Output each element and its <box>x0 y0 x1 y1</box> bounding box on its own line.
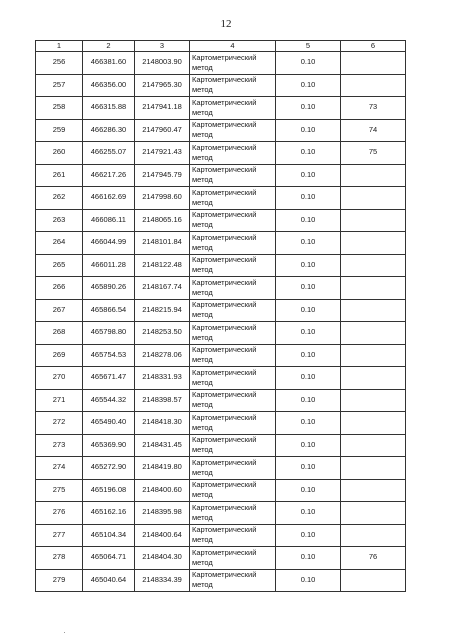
point-number-cell: 268 <box>36 322 83 345</box>
table-row <box>36 187 406 210</box>
point-number-cell: 258 <box>36 97 83 120</box>
y-coordinate-cell: 2148419.80 <box>135 457 190 480</box>
point-number-cell: 276 <box>36 502 83 525</box>
table-row <box>36 524 406 547</box>
method-cell: Картометрический метод <box>190 344 276 367</box>
x-coordinate-cell: 465798.80 <box>83 322 135 345</box>
y-coordinate-cell: 2148418.30 <box>135 412 190 435</box>
table-row <box>36 97 406 120</box>
table-row <box>36 367 406 390</box>
x-coordinate-cell: 465104.34 <box>83 524 135 547</box>
method-cell: Картометрический метод <box>190 209 276 232</box>
point-number-cell: 277 <box>36 524 83 547</box>
method-cell: Картометрический метод <box>190 52 276 75</box>
x-coordinate-cell: 465196.08 <box>83 479 135 502</box>
y-coordinate-cell: 2148404.30 <box>135 547 190 570</box>
table-row <box>36 479 406 502</box>
y-coordinate-cell: 2148253.50 <box>135 322 190 345</box>
x-coordinate-cell: 466255.07 <box>83 142 135 165</box>
accuracy-cell: 0.10 <box>276 52 341 75</box>
method-cell: Картометрический метод <box>190 232 276 255</box>
header-cell: 5 <box>276 41 341 52</box>
point-number-cell: 259 <box>36 119 83 142</box>
accuracy-cell: 0.10 <box>276 322 341 345</box>
point-number-cell: 269 <box>36 344 83 367</box>
accuracy-cell: 0.10 <box>276 412 341 435</box>
y-coordinate-cell: 2148331.93 <box>135 367 190 390</box>
x-coordinate-cell: 466044.99 <box>83 232 135 255</box>
y-coordinate-cell: 2148003.90 <box>135 52 190 75</box>
page-number: 12 <box>220 18 232 30</box>
x-coordinate-cell: 465040.64 <box>83 569 135 592</box>
note-cell <box>341 412 406 435</box>
table-row <box>36 299 406 322</box>
method-cell: Картометрический метод <box>190 502 276 525</box>
x-coordinate-cell: 466162.69 <box>83 187 135 210</box>
y-coordinate-cell: 2148395.98 <box>135 502 190 525</box>
note-cell <box>341 457 406 480</box>
x-coordinate-cell: 465490.40 <box>83 412 135 435</box>
x-coordinate-cell: 466356.00 <box>83 74 135 97</box>
method-cell: Картометрический метод <box>190 299 276 322</box>
header-cell: 1 <box>36 41 83 52</box>
x-coordinate-cell: 465272.90 <box>83 457 135 480</box>
accuracy-cell: 0.10 <box>276 524 341 547</box>
accuracy-cell: 0.10 <box>276 97 341 120</box>
note-cell <box>341 74 406 97</box>
coordinates-table <box>35 40 406 592</box>
note-cell: 76 <box>341 547 406 570</box>
table-header-row <box>36 41 406 52</box>
x-coordinate-cell: 466011.28 <box>83 254 135 277</box>
note-cell <box>341 232 406 255</box>
x-coordinate-cell: 466086.11 <box>83 209 135 232</box>
accuracy-cell: 0.10 <box>276 502 341 525</box>
table-row <box>36 52 406 75</box>
method-cell: Картометрический метод <box>190 277 276 300</box>
x-coordinate-cell: 465544.32 <box>83 389 135 412</box>
x-coordinate-cell: 465890.26 <box>83 277 135 300</box>
note-cell <box>341 52 406 75</box>
header-cell: 4 <box>190 41 276 52</box>
accuracy-cell: 0.10 <box>276 277 341 300</box>
x-coordinate-cell: 465671.47 <box>83 367 135 390</box>
x-coordinate-cell: 466286.30 <box>83 119 135 142</box>
note-cell <box>341 479 406 502</box>
point-number-cell: 260 <box>36 142 83 165</box>
note-cell <box>341 502 406 525</box>
y-coordinate-cell: 2147941.18 <box>135 97 190 120</box>
accuracy-cell: 0.10 <box>276 569 341 592</box>
header-cell: 6 <box>341 41 406 52</box>
table-row <box>36 119 406 142</box>
method-cell: Картометрический метод <box>190 412 276 435</box>
point-number-cell: 279 <box>36 569 83 592</box>
y-coordinate-cell: 2147965.30 <box>135 74 190 97</box>
table-row <box>36 547 406 570</box>
x-coordinate-cell: 466217.26 <box>83 164 135 187</box>
note-cell: 73 <box>341 97 406 120</box>
y-coordinate-cell: 2148398.57 <box>135 389 190 412</box>
accuracy-cell: 0.10 <box>276 479 341 502</box>
point-number-cell: 261 <box>36 164 83 187</box>
point-number-cell: 273 <box>36 434 83 457</box>
table-row <box>36 277 406 300</box>
method-cell: Картометрический метод <box>190 142 276 165</box>
accuracy-cell: 0.10 <box>276 389 341 412</box>
point-number-cell: 266 <box>36 277 83 300</box>
accuracy-cell: 0.10 <box>276 344 341 367</box>
table-row <box>36 164 406 187</box>
y-coordinate-cell: 2147960.47 <box>135 119 190 142</box>
x-coordinate-cell: 465064.71 <box>83 547 135 570</box>
point-number-cell: 262 <box>36 187 83 210</box>
method-cell: Картометрический метод <box>190 187 276 210</box>
note-cell: 75 <box>341 142 406 165</box>
table-row <box>36 569 406 592</box>
x-coordinate-cell: 465162.16 <box>83 502 135 525</box>
method-cell: Картометрический метод <box>190 254 276 277</box>
point-number-cell: 278 <box>36 547 83 570</box>
accuracy-cell: 0.10 <box>276 164 341 187</box>
note-cell <box>341 344 406 367</box>
x-coordinate-cell: 466381.60 <box>83 52 135 75</box>
accuracy-cell: 0.10 <box>276 142 341 165</box>
scan-speck <box>64 632 65 633</box>
y-coordinate-cell: 2148400.60 <box>135 479 190 502</box>
method-cell: Картометрический метод <box>190 322 276 345</box>
table-row <box>36 254 406 277</box>
y-coordinate-cell: 2147945.79 <box>135 164 190 187</box>
note-cell <box>341 322 406 345</box>
table-row <box>36 434 406 457</box>
note-cell <box>341 164 406 187</box>
point-number-cell: 275 <box>36 479 83 502</box>
x-coordinate-cell: 465369.90 <box>83 434 135 457</box>
note-cell <box>341 434 406 457</box>
table-row <box>36 232 406 255</box>
table-row <box>36 412 406 435</box>
method-cell: Картометрический метод <box>190 367 276 390</box>
x-coordinate-cell: 466315.88 <box>83 97 135 120</box>
y-coordinate-cell: 2148431.45 <box>135 434 190 457</box>
x-coordinate-cell: 465866.54 <box>83 299 135 322</box>
table-row <box>36 322 406 345</box>
point-number-cell: 265 <box>36 254 83 277</box>
y-coordinate-cell: 2147921.43 <box>135 142 190 165</box>
method-cell: Картометрический метод <box>190 524 276 547</box>
point-number-cell: 256 <box>36 52 83 75</box>
point-number-cell: 274 <box>36 457 83 480</box>
method-cell: Картометрический метод <box>190 569 276 592</box>
accuracy-cell: 0.10 <box>276 119 341 142</box>
y-coordinate-cell: 2148101.84 <box>135 232 190 255</box>
accuracy-cell: 0.10 <box>276 434 341 457</box>
note-cell <box>341 524 406 547</box>
y-coordinate-cell: 2148065.16 <box>135 209 190 232</box>
note-cell <box>341 389 406 412</box>
table-row <box>36 344 406 367</box>
point-number-cell: 271 <box>36 389 83 412</box>
y-coordinate-cell: 2148278.06 <box>135 344 190 367</box>
point-number-cell: 263 <box>36 209 83 232</box>
note-cell: 74 <box>341 119 406 142</box>
point-number-cell: 267 <box>36 299 83 322</box>
accuracy-cell: 0.10 <box>276 547 341 570</box>
table-row <box>36 457 406 480</box>
accuracy-cell: 0.10 <box>276 367 341 390</box>
accuracy-cell: 0.10 <box>276 299 341 322</box>
header-cell: 2 <box>83 41 135 52</box>
method-cell: Картометрический метод <box>190 547 276 570</box>
accuracy-cell: 0.10 <box>276 209 341 232</box>
note-cell <box>341 299 406 322</box>
method-cell: Картометрический метод <box>190 479 276 502</box>
point-number-cell: 272 <box>36 412 83 435</box>
method-cell: Картометрический метод <box>190 434 276 457</box>
method-cell: Картометрический метод <box>190 119 276 142</box>
y-coordinate-cell: 2148334.39 <box>135 569 190 592</box>
point-number-cell: 264 <box>36 232 83 255</box>
table-row <box>36 142 406 165</box>
point-number-cell: 270 <box>36 367 83 390</box>
table-row <box>36 74 406 97</box>
method-cell: Картометрический метод <box>190 74 276 97</box>
y-coordinate-cell: 2148215.94 <box>135 299 190 322</box>
method-cell: Картометрический метод <box>190 457 276 480</box>
note-cell <box>341 254 406 277</box>
note-cell <box>341 187 406 210</box>
note-cell <box>341 277 406 300</box>
accuracy-cell: 0.10 <box>276 74 341 97</box>
note-cell <box>341 367 406 390</box>
y-coordinate-cell: 2147998.60 <box>135 187 190 210</box>
method-cell: Картометрический метод <box>190 164 276 187</box>
accuracy-cell: 0.10 <box>276 254 341 277</box>
note-cell <box>341 209 406 232</box>
method-cell: Картометрический метод <box>190 97 276 120</box>
point-number-cell: 257 <box>36 74 83 97</box>
y-coordinate-cell: 2148122.48 <box>135 254 190 277</box>
table-row <box>36 209 406 232</box>
table-row <box>36 389 406 412</box>
table-row <box>36 502 406 525</box>
accuracy-cell: 0.10 <box>276 232 341 255</box>
method-cell: Картометрический метод <box>190 389 276 412</box>
accuracy-cell: 0.10 <box>276 187 341 210</box>
header-cell: 3 <box>135 41 190 52</box>
y-coordinate-cell: 2148400.64 <box>135 524 190 547</box>
note-cell <box>341 569 406 592</box>
y-coordinate-cell: 2148167.74 <box>135 277 190 300</box>
x-coordinate-cell: 465754.53 <box>83 344 135 367</box>
accuracy-cell: 0.10 <box>276 457 341 480</box>
